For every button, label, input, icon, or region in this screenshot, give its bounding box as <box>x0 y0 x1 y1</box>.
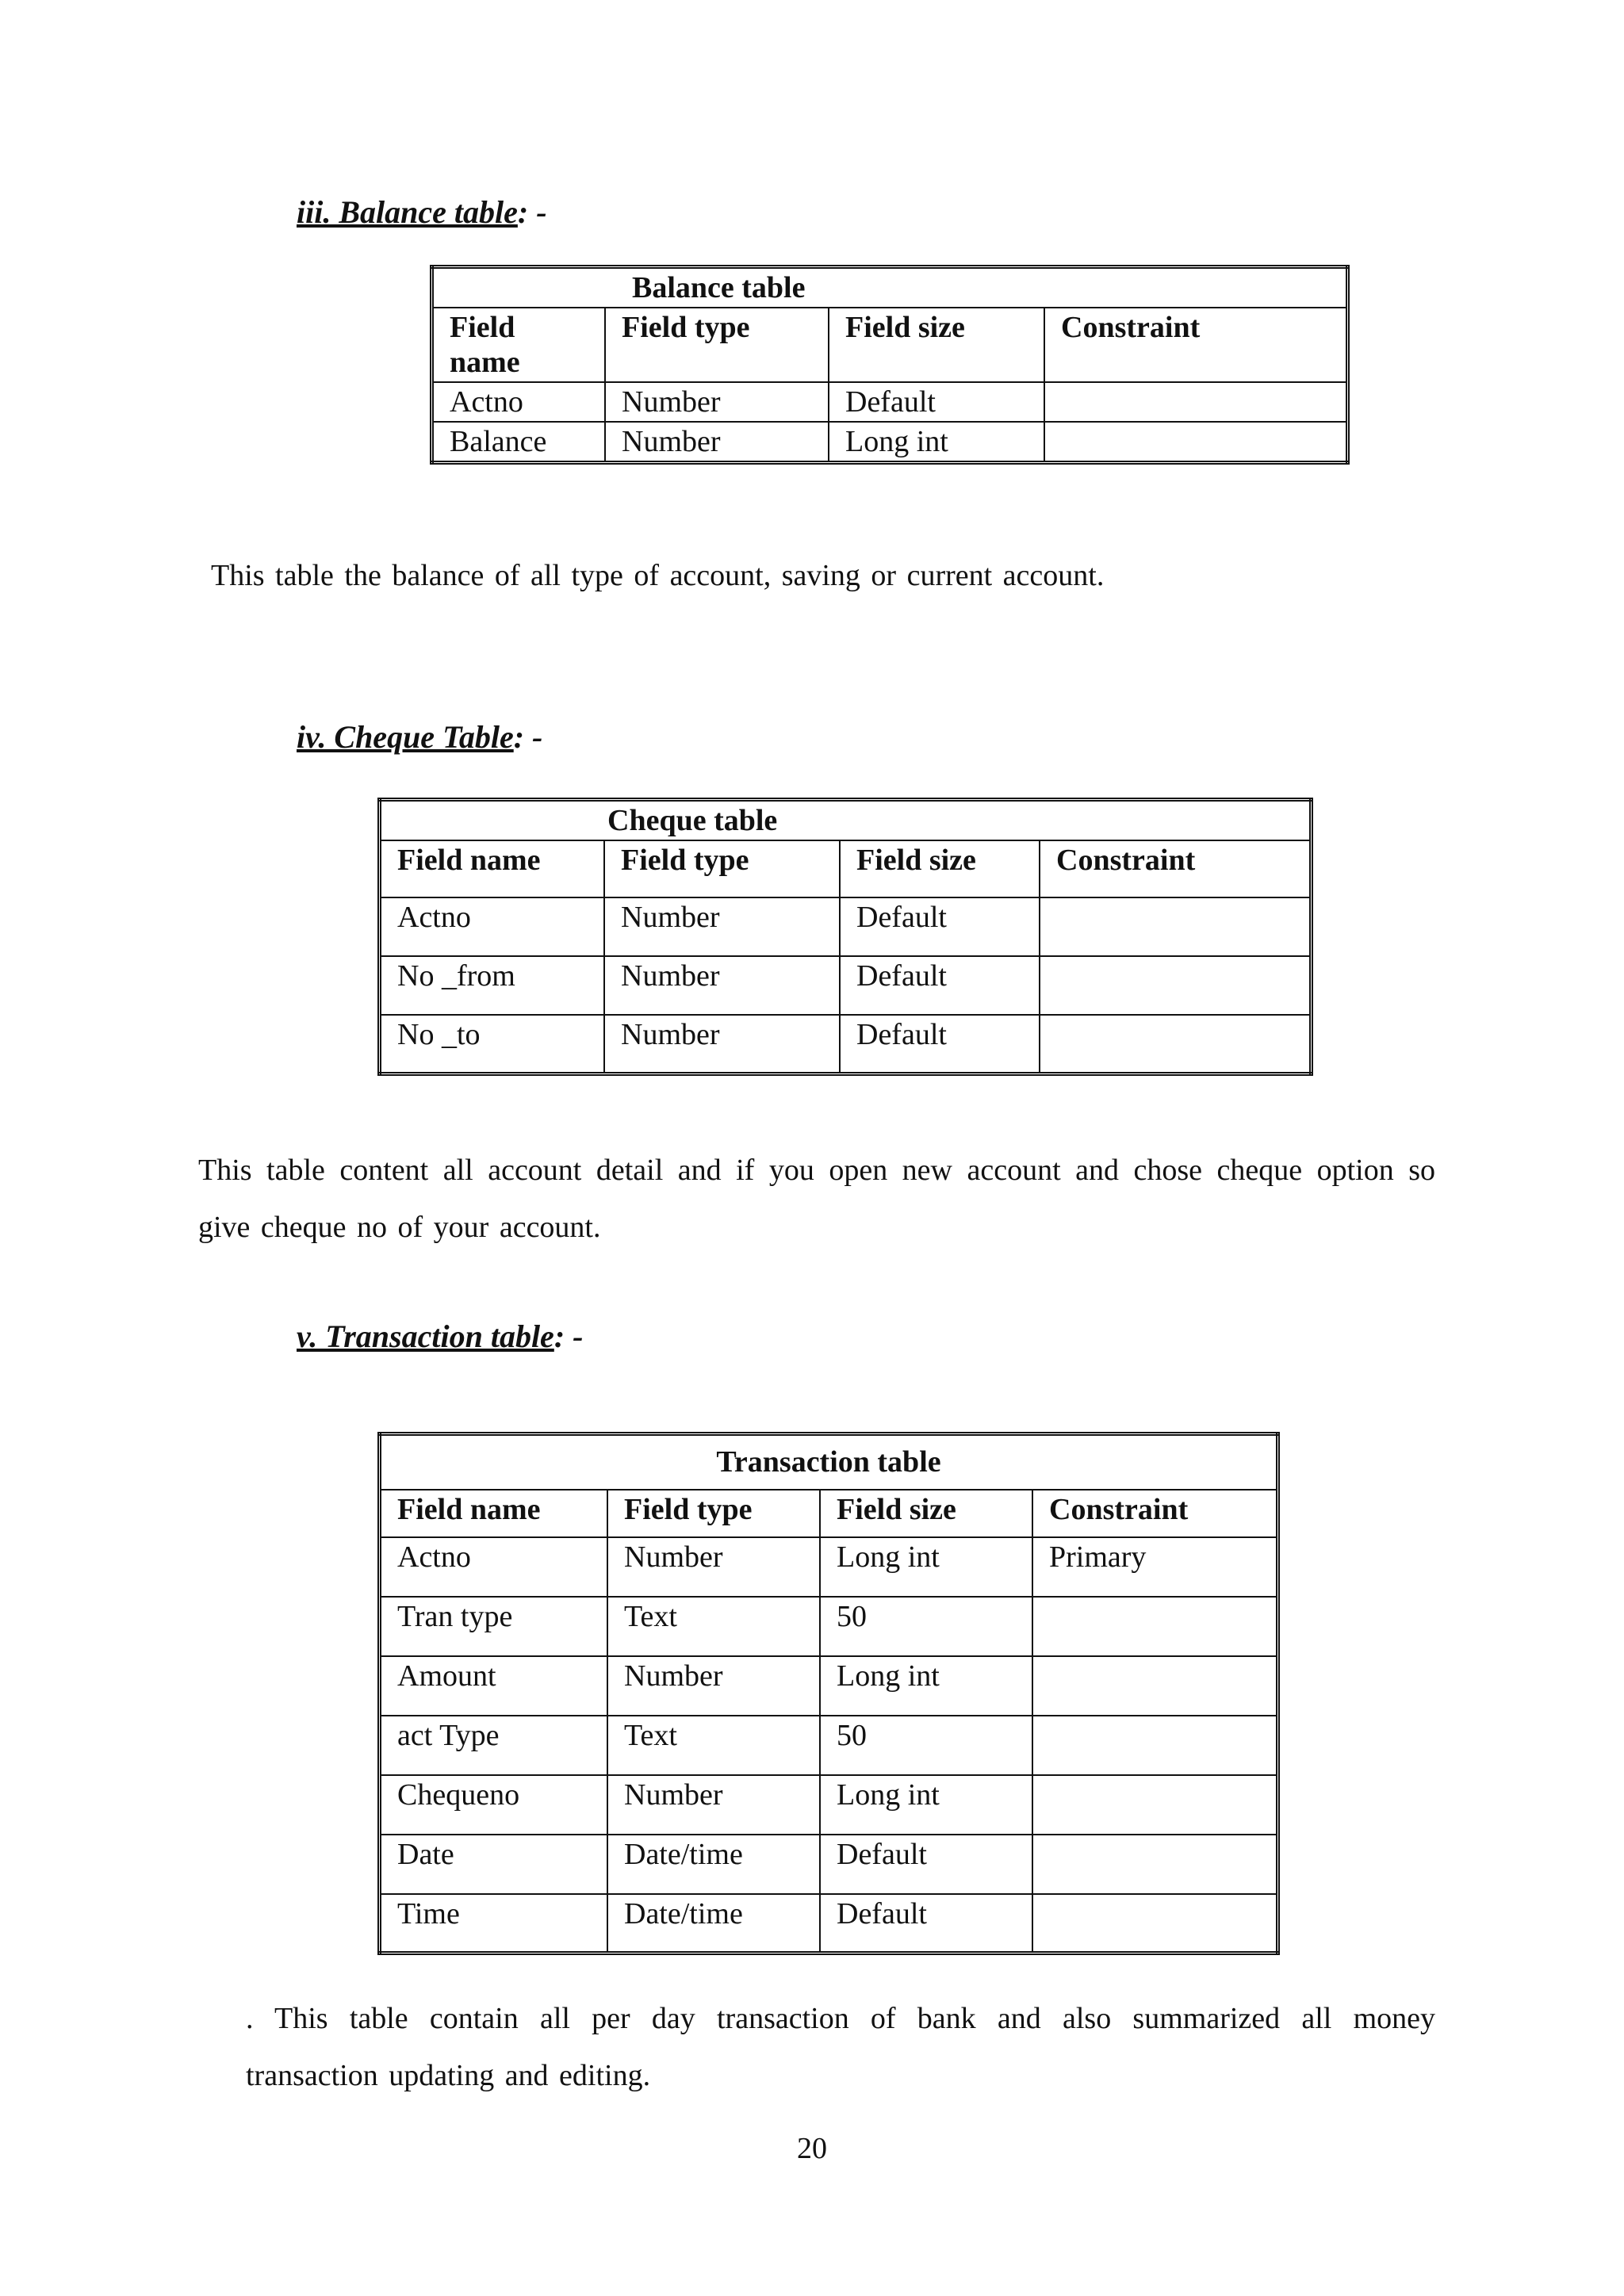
table-cell: Primary <box>1032 1537 1278 1597</box>
table-row <box>380 956 1312 1015</box>
table-cell: Number <box>607 1775 820 1835</box>
table-cell: Number <box>604 1015 840 1073</box>
table-cell: Number <box>607 1537 820 1597</box>
transaction-heading-tail: : - <box>553 1318 584 1354</box>
table-cell: No _to <box>380 1015 605 1073</box>
column-header: Field name <box>380 1490 608 1537</box>
table-cell: No _from <box>380 956 605 1015</box>
column-header: Field size <box>840 840 1040 897</box>
transaction-table-caption: Transaction table <box>380 1434 1278 1490</box>
transaction-table <box>377 1432 1280 1955</box>
table-cell: Time <box>380 1894 608 1954</box>
page-number: 20 <box>797 2132 827 2165</box>
table-cell: Date/time <box>607 1894 820 1954</box>
table-cell <box>1032 1597 1278 1656</box>
column-header: Field name <box>432 308 606 382</box>
table-row <box>380 1835 1278 1894</box>
column-header: Field size <box>829 308 1044 382</box>
table-cell: Balance <box>432 422 606 463</box>
balance-table <box>430 265 1350 465</box>
table-row <box>380 1656 1278 1716</box>
transaction-description-line: . This table contain all per day transaction of bank and also summarized all money <box>246 2002 1435 2035</box>
table-cell: Actno <box>380 1537 608 1597</box>
balance-description: This table the balance of all type of account, saving or current account. <box>211 559 1105 592</box>
table-cell <box>1032 1775 1278 1835</box>
table-row <box>380 1775 1278 1835</box>
column-header: Constraint <box>1044 308 1348 382</box>
column-header: Field size <box>820 1490 1032 1537</box>
table-row <box>380 1015 1312 1073</box>
table-cell: Text <box>607 1716 820 1775</box>
transaction-heading <box>297 1318 583 1355</box>
balance-table-caption: Balance table <box>432 267 1348 308</box>
table-cell: Tran type <box>380 1597 608 1656</box>
table-cell: Chequeno <box>380 1775 608 1835</box>
table-row <box>380 1597 1278 1656</box>
table-row <box>432 422 1348 463</box>
table-cell: Default <box>820 1835 1032 1894</box>
table-cell: Long int <box>829 422 1044 463</box>
transaction-heading-title: v. Transaction table <box>297 1318 554 1354</box>
table-cell: Default <box>820 1894 1032 1954</box>
cheque-heading-title: iv. Cheque Table <box>297 719 514 755</box>
cheque-heading <box>297 718 542 756</box>
table-cell: Number <box>604 897 840 956</box>
transaction-description <box>246 1990 1435 2104</box>
table-cell: Actno <box>432 382 606 422</box>
table-cell: Default <box>829 382 1044 422</box>
table-cell: Number <box>605 422 829 463</box>
transaction-description-line: transaction updating and editing. <box>246 2059 651 2092</box>
table-row <box>380 897 1312 956</box>
column-header: Field type <box>605 308 829 382</box>
table-cell <box>1044 382 1348 422</box>
table-cell: Number <box>607 1656 820 1716</box>
column-header: Constraint <box>1040 840 1312 897</box>
cheque-description <box>198 1142 1435 1256</box>
table-cell: Default <box>840 1015 1040 1073</box>
table-cell <box>1040 1015 1312 1073</box>
balance-heading-tail: : - <box>517 194 547 230</box>
column-header: Constraint <box>1032 1490 1278 1537</box>
table-cell: Date/time <box>607 1835 820 1894</box>
table-cell: Amount <box>380 1656 608 1716</box>
cheque-description-line: give cheque no of your account. <box>198 1211 601 1244</box>
table-cell: Default <box>840 956 1040 1015</box>
table-row <box>432 382 1348 422</box>
table-cell: Long int <box>820 1537 1032 1597</box>
cheque-table-caption: Cheque table <box>380 800 1312 841</box>
column-header: Field type <box>604 840 840 897</box>
table-row <box>380 1537 1278 1597</box>
table-cell <box>1040 956 1312 1015</box>
table-cell <box>1032 1894 1278 1954</box>
table-cell: Text <box>607 1597 820 1656</box>
table-cell: Actno <box>380 897 605 956</box>
balance-heading <box>297 193 547 231</box>
table-cell: Long int <box>820 1656 1032 1716</box>
table-cell <box>1032 1835 1278 1894</box>
table-cell: 50 <box>820 1716 1032 1775</box>
table-cell: Number <box>604 956 840 1015</box>
cheque-description-line: This table content all account detail and if you open new account and chose cheque option so <box>198 1154 1435 1187</box>
table-cell <box>1040 897 1312 956</box>
cheque-heading-tail: : - <box>513 719 543 755</box>
table-cell: 50 <box>820 1597 1032 1656</box>
table-cell: Long int <box>820 1775 1032 1835</box>
table-cell: Default <box>840 897 1040 956</box>
table-cell <box>1032 1656 1278 1716</box>
balance-heading-title: iii. Balance table <box>297 194 518 230</box>
table-row <box>380 1894 1278 1954</box>
column-header: Field type <box>607 1490 820 1537</box>
table-row <box>380 1716 1278 1775</box>
table-cell: Date <box>380 1835 608 1894</box>
column-header: Field name <box>380 840 605 897</box>
table-cell: act Type <box>380 1716 608 1775</box>
cheque-table <box>377 798 1313 1076</box>
table-cell <box>1032 1716 1278 1775</box>
table-cell <box>1044 422 1348 463</box>
table-cell: Number <box>605 382 829 422</box>
